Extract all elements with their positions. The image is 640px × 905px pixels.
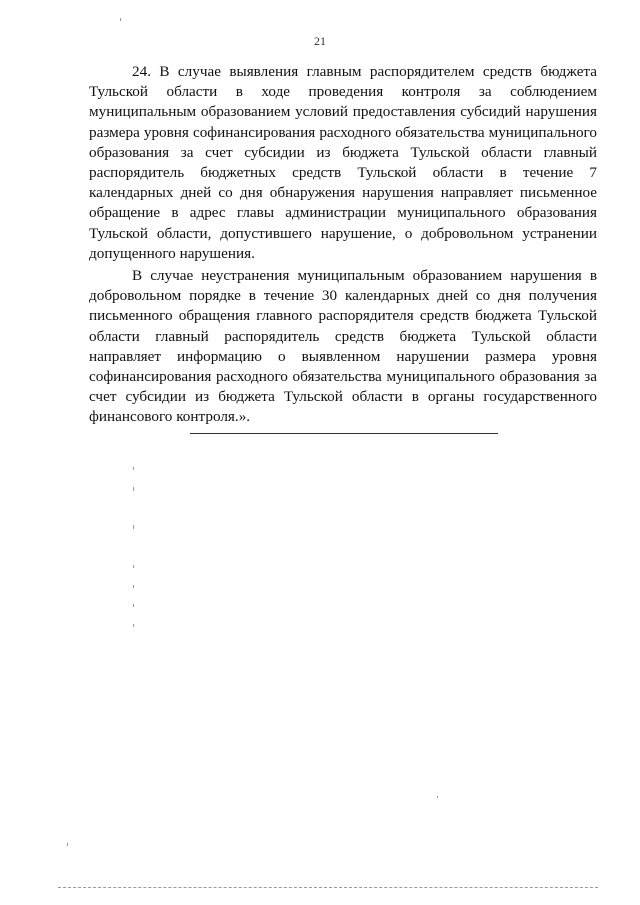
scan-speck — [120, 18, 121, 21]
paragraph-non-elimination: В случае неустранения муниципальным образованием нарушения в добровольном порядке в течение 30 календарных дней со дня получения письменного обращения главного распорядителя средств бюджета Тульской области главный распорядитель средств бюджета Тульской области направляет информацию о выявленном нарушении размера уровня софинансирования расходного обязательства муниципального образования за счет субсидии из бюджета Тульской области в органы государственного финансового контроля.». — [89, 267, 597, 426]
scan-speck — [133, 467, 134, 470]
scan-speck — [133, 585, 134, 588]
scan-bottom-edge — [58, 887, 598, 888]
paragraph-24: 24. В случае выявления главным распорядителем средств бюджета Тульской области в ходе проведения контроля за соблюдением муниципальным образованием условий предоставления субсидий нарушения размера уровня софинансирования расходного обязательства муниципального образования за счет субсидии из бюджета Тульской области главный распорядитель бюджетных средств Тульской области в течение 7 календарных дней со дня обнаружения нарушения направляет письменное обращение в адрес главы администрации муниципального образования Тульской области, допустившего нарушение, о добровольном устранении допущенного нарушения. — [89, 63, 597, 262]
scan-speck — [133, 565, 134, 568]
document-body — [89, 62, 597, 428]
page-number: 21 — [314, 34, 326, 48]
scan-speck — [133, 604, 134, 607]
scan-speck — [437, 796, 438, 798]
scan-speck — [133, 487, 134, 491]
scan-speck — [133, 525, 134, 529]
scan-speck — [133, 624, 134, 627]
scan-speck — [67, 843, 68, 846]
closing-separator-line — [190, 433, 498, 434]
